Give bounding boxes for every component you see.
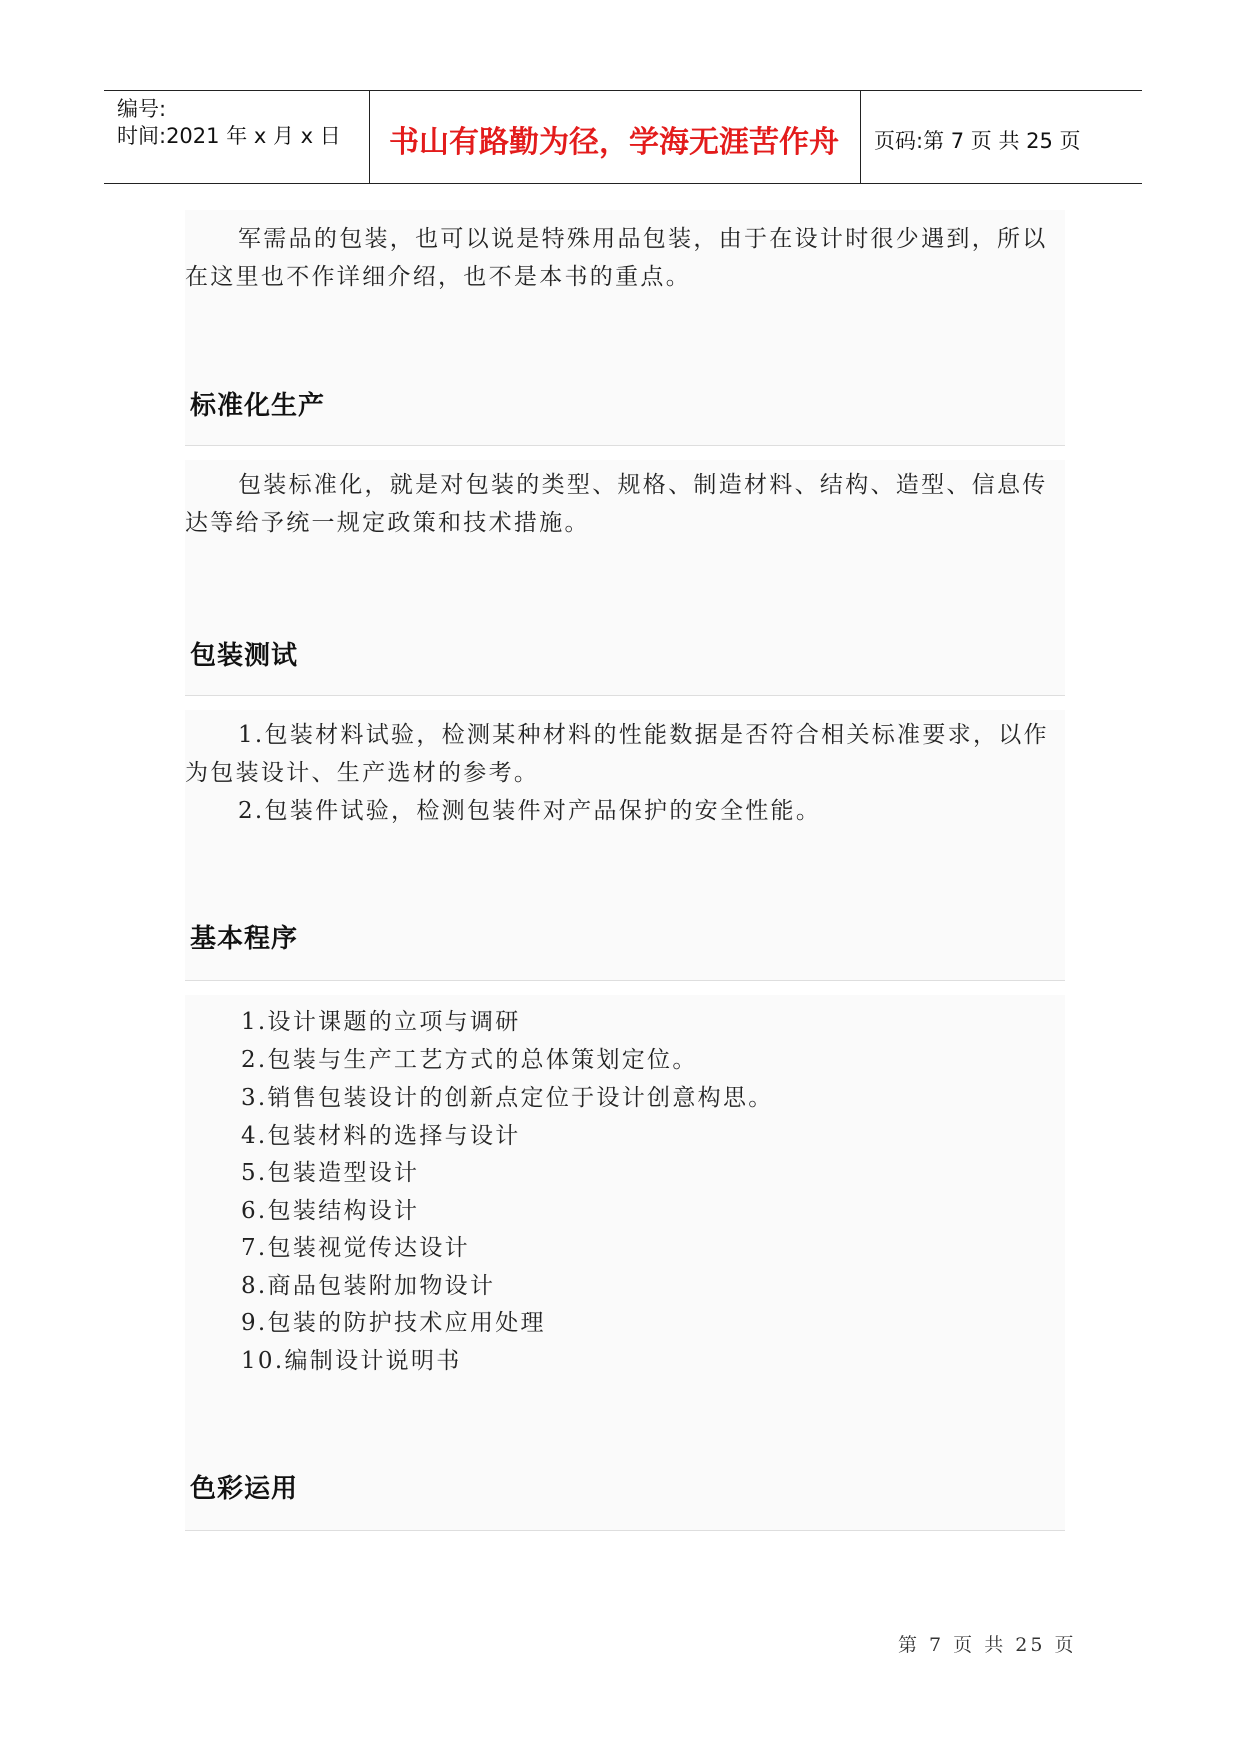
section-separator bbox=[185, 980, 1065, 981]
header-top-border bbox=[104, 90, 1142, 91]
standardization-paragraph bbox=[185, 466, 1065, 542]
header-motto: 书山有路勤为径，学海无涯苦作舟 bbox=[389, 125, 839, 160]
page-label: 页码:第 7 页 共 25 页 bbox=[874, 129, 1081, 153]
intro-paragraph bbox=[185, 220, 1065, 296]
standardization-section bbox=[185, 460, 1065, 695]
testing-item: 2.包装件试验，检测包装件对产品保护的安全性能。 bbox=[238, 798, 822, 824]
section-title-procedure: 基本程序 bbox=[190, 924, 299, 954]
testing-section bbox=[185, 710, 1065, 980]
procedure-item: 4.包装材料的选择与设计 bbox=[241, 1123, 521, 1149]
procedure-section bbox=[185, 995, 1065, 1530]
procedure-item: 1.设计课题的立项与调研 bbox=[241, 1009, 521, 1035]
section-separator bbox=[185, 695, 1065, 696]
testing-item: 1.包装材料试验，检测某种材料的性能数据是否符合相关标准要求，以作为包装设计、生产选材的参考。 bbox=[185, 722, 1049, 786]
procedure-item: 2.包装与生产工艺方式的总体策划定位。 bbox=[241, 1047, 698, 1073]
standardization-text: 包装标准化，就是对包装的类型、规格、制造材料、结构、造型、信息传达等给予统一规定政策和技术措施。 bbox=[185, 472, 1048, 536]
procedure-item: 10.编制设计说明书 bbox=[241, 1348, 462, 1374]
footer-page-number: 第 7 页 共 25 页 bbox=[898, 1634, 1077, 1656]
header-divider-right bbox=[860, 90, 861, 183]
time-label: 时间:2021 年 x 月 x 日 bbox=[117, 124, 341, 148]
section-separator bbox=[185, 445, 1065, 446]
intro-section bbox=[185, 210, 1065, 445]
procedure-item: 8.商品包装附加物设计 bbox=[241, 1273, 496, 1299]
procedure-item: 7.包装视觉传达设计 bbox=[241, 1235, 470, 1261]
intro-text: 军需品的包装，也可以说是特殊用品包装，由于在设计时很少遇到，所以在这里也不作详细介绍，也不是本书的重点。 bbox=[185, 226, 1048, 290]
section-title-standardization: 标准化生产 bbox=[190, 391, 326, 421]
section-title-color: 色彩运用 bbox=[190, 1474, 299, 1504]
procedure-item: 6.包装结构设计 bbox=[241, 1198, 420, 1224]
procedure-item: 5.包装造型设计 bbox=[241, 1160, 420, 1186]
header-bottom-border bbox=[104, 183, 1142, 184]
section-title-testing: 包装测试 bbox=[190, 641, 299, 671]
testing-list bbox=[185, 716, 1065, 830]
serial-label: 编号: bbox=[117, 97, 167, 121]
procedure-item: 9.包装的防护技术应用处理 bbox=[241, 1310, 546, 1336]
procedure-item: 3.销售包装设计的创新点定位于设计创意构思。 bbox=[241, 1085, 774, 1111]
section-separator bbox=[185, 1530, 1065, 1531]
